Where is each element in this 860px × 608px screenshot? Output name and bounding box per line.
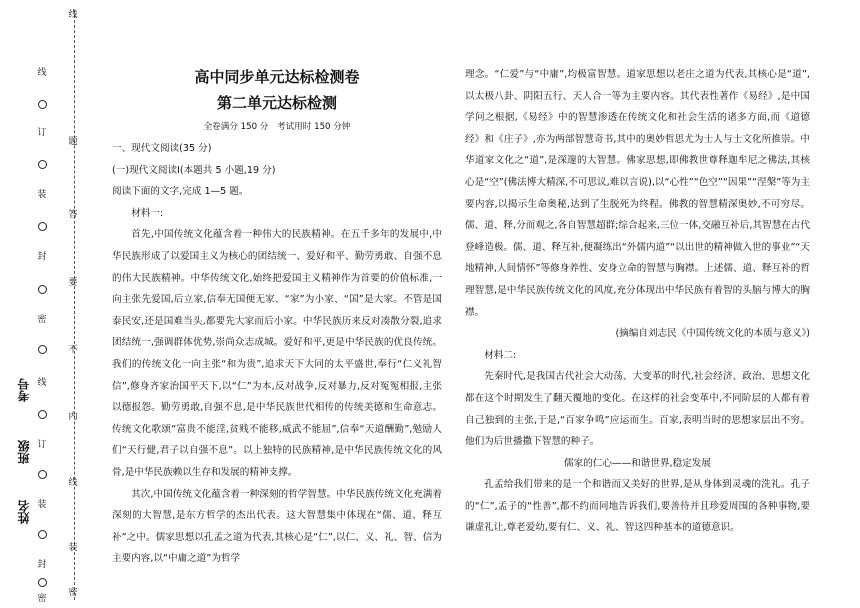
- outer-char-10: 密: [37, 594, 47, 604]
- binding-circle: [38, 222, 47, 231]
- paragraph: 其次,中国传统文化蕴含着一种深刻的哲学智慧。中华民族传统文化充满着深刻的大智慧,是东方哲学的杰出代表。这大智慧集中体现在“儒、道、释互补”之中。儒家思想以孔孟之道为代表,其核心是“仁”,以仁、义、礼、智、信为主要内容,以“中庸之道”为哲学: [112, 488, 442, 565]
- binding-circle: [38, 345, 47, 354]
- outer-char-4: 封: [37, 252, 47, 262]
- outer-char-2: 订: [37, 128, 47, 138]
- outer-char-7: 订: [37, 440, 47, 450]
- inner-char-8: 装: [68, 543, 78, 553]
- name-label: 姓名: [17, 500, 31, 524]
- outer-char-9: 封: [37, 560, 47, 570]
- inner-char-9: 密: [68, 588, 78, 598]
- unit-title: 第二单元达标检测: [216, 94, 337, 112]
- binding-circle: [38, 100, 47, 109]
- paragraph: 孔孟给我们带来的是一个和谐而又美好的世界,是从身体到灵魂的洗礼。孔子的“仁”,孟子的“性善”,都不约而同地告诉我们,要善待并且珍爱周围的各种事物,要谦虚礼让,尊老爱幼,要有仁、义、礼、智这四种基本的道德意识。: [465, 479, 810, 534]
- section-subtitle: 儒家的仁心——和谐世界,稳定发展: [564, 457, 711, 469]
- exam-title: 高中同步单元达标检测卷: [194, 68, 360, 86]
- binding-circle: [38, 530, 47, 539]
- inner-char-4: 要: [68, 278, 78, 288]
- class-label: 班级: [17, 440, 31, 464]
- material-2-label: 材料二:: [484, 349, 517, 361]
- binding-circle: [38, 410, 47, 419]
- inner-char-3: 答: [68, 210, 78, 220]
- binding-circle: [38, 285, 47, 294]
- binding-margin: [0, 0, 92, 608]
- outer-char-8: 装: [37, 500, 47, 510]
- paragraph: 首先,中国传统文化蕴含着一种伟大的民族精神。在五千多年的发展中,中华民族形成了以爱国主义为核心的团结统一、爱好和平、勤劳勇敢、自强不息的伟大民族精神。中华传统文化,始终把爱国主义精神作为首要的价值标准,一向主张先爱国,后立家,信奉无国便无家、“家”为小家、“国”是大家。不管是国泰民安,还是国难当头,都要先大家而后小家。中华民族历来反对凑散分裂,追求团结统一,强调群体优势,崇尚众志成城。爱好和平,更是中华民族的优良传统。我们的传统文化一向主张“和为贵”,追求天下大同的太平盛世,奉行“仁义礼智信”,修身齐家治国平天下,以“仁”为本,反对战争,反对暴力,反对冤冤相报,主张以德报怨。勤劳勇敢,自强不息,是中华民族世代相传的传统美德和生命意志。传统文化歌颂“富贵不能淫,贫贱不能移,威武不能屈”,信奉“天道酬勤”,勉励人们“天行健,君子以自强不息”。以上独特的民族精神,是中华民族传统文化的风骨,是中华民族赖以生存和发展的精神支撑。: [112, 229, 442, 478]
- exam-meta: 全卷满分 150 分 考试用时 150 分钟: [203, 122, 351, 132]
- inner-char-5: 不: [68, 345, 78, 355]
- inner-char-6: 内: [68, 412, 78, 422]
- right-column: [465, 64, 810, 539]
- inner-char-1: 线: [68, 10, 78, 20]
- left-column: [112, 64, 442, 570]
- paragraph: 先秦时代,是我国古代社会大动荡、大变革的时代,社会经济、政治、思想文化都在这个时期发生了翻天覆地的变化。在这样的社会变革中,不同阶层的人都有着自己独到的主张,于是,“百家争鸣”应运而生。百家,表明当时的思想家层出不穷。他们为后世播撒下智慧的种子。: [465, 371, 810, 448]
- subsection-heading: (一)现代文阅读Ⅰ(本题共 5 小题,19 分): [112, 164, 276, 176]
- instruction: 阅读下面的文字,完成 1—5 题。: [112, 186, 249, 198]
- source-citation: (摘编自刘志民《中国传统文化的本质与意义》): [615, 328, 810, 340]
- inner-char-7: 线: [68, 478, 78, 488]
- paragraph: 理念。“仁爱”与“中庸”,均极富智慧。道家思想以老庄之道为代表,其核心是“道”,以太极八卦、阴阳五行、天人合一等为主要内容。其代表性著作《易经》,是中国学问之根据,《易经》中的智慧渗透在传统文化和社会生活的诸多方面,而《道德经》和《庄子》,亦为两部智慧奇书,其中的奥妙哲思尤为士人与士文化所推崇。中华道家文化之“道”,是深邃的大智慧。佛家思想,即佛教世尊释迦牟尼之佛法,其核心是“空”(佛法博大精深,不可思议,难以言说),以“心性”“色空”“因果”“涅槃”等为主要内容,以揭示生命奥秘,达到了生脱死为终程。佛教的智慧精深奥妙,不可穷尽。儒、道、释,分而观之,各自智慧超群;综合起来,三位一体,交融互补后,其智慧在古代登峰造极。儒、道、释互补,便凝练出“外儒内道”“以出世的精神做入世的事业”“天地精神,人间情怀”等修身养性、安身立命的智慧与胸襟。上述儒、道、释互补的哲理智慧,是中华民族传统文化的风度,充分体现出中华民族有着智的头脑与博大的胸襟。: [465, 69, 810, 318]
- binding-circle: [38, 160, 47, 169]
- outer-char-6: 线: [37, 378, 47, 388]
- outer-char-3: 装: [37, 190, 47, 200]
- binding-circle: [38, 470, 47, 479]
- binding-circle: [38, 578, 47, 587]
- outer-char-5: 密: [37, 315, 47, 325]
- outer-char-1: 线: [37, 68, 47, 78]
- material-1-label: 材料一:: [131, 207, 164, 219]
- inner-char-2: 题: [68, 137, 78, 147]
- section-heading: 一、现代文阅读(35 分): [112, 143, 212, 154]
- binding-dashed-line: [74, 10, 75, 600]
- exam-number-label: 考号: [17, 378, 31, 402]
